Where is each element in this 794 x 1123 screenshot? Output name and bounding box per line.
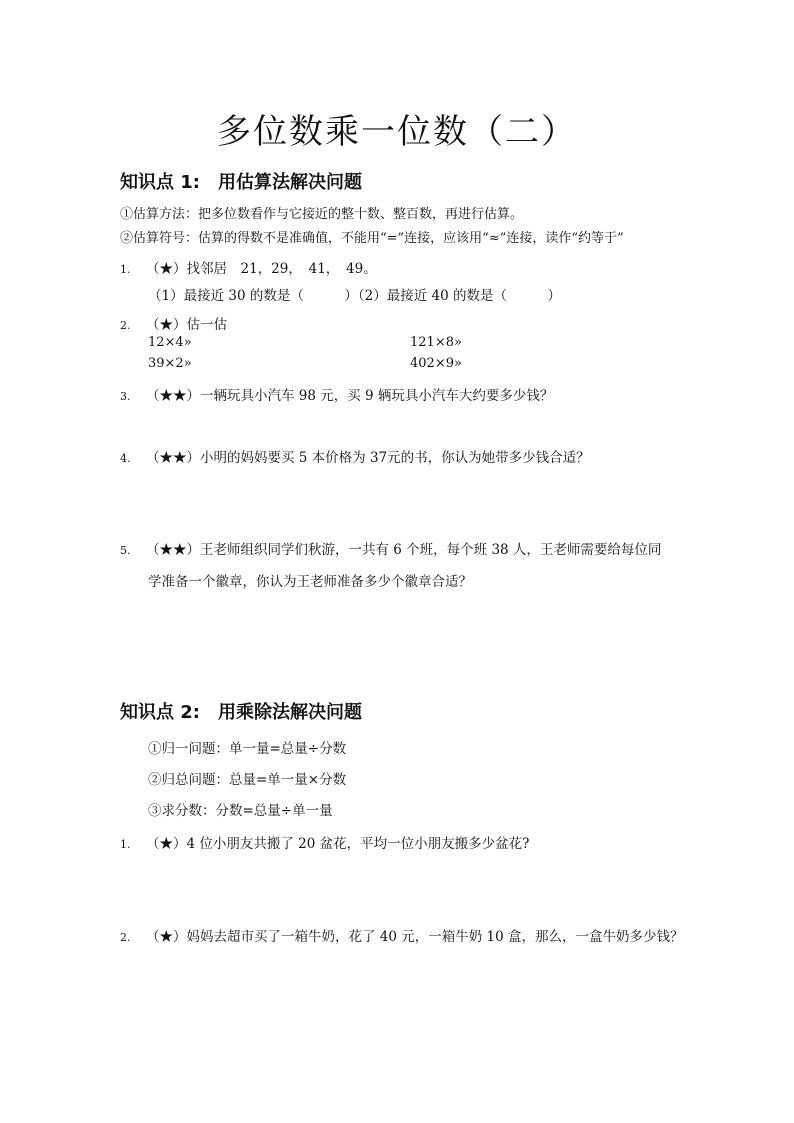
estimate-item-4: 402×9» bbox=[410, 356, 462, 371]
section2-note-2: ②归总问题：总量=单一量×分数 bbox=[148, 772, 347, 788]
estimate-item-3: 39×2» bbox=[148, 356, 192, 371]
s1-question-3 bbox=[120, 384, 553, 404]
section2-note-1: ①归一问题：单一量=总量÷分数 bbox=[148, 741, 347, 757]
s2-question-1 bbox=[120, 832, 529, 852]
question-number: 3. bbox=[120, 390, 131, 403]
question-text: （★）找邻居 21，29， 41， 49。 bbox=[146, 261, 377, 277]
estimate-item-2: 121×8» bbox=[410, 335, 462, 350]
s1-question-1-sub: （1）最接近 30 的数是（ ）（2）最接近 40 的数是（ ） bbox=[148, 288, 561, 304]
question-text: （★）估一估 bbox=[146, 317, 227, 333]
s1-question-1 bbox=[120, 257, 377, 277]
page-title: 多位数乘一位数（二） bbox=[217, 112, 577, 152]
s1-question-2 bbox=[120, 313, 227, 333]
estimate-item-1: 12×4» bbox=[148, 335, 192, 350]
section2-note-3: ③求分数：分数=总量÷单一量 bbox=[148, 803, 333, 819]
question-text: （★★）小明的妈妈要买 5 本价格为 37元的书，你认为她带多少钱合适？ bbox=[146, 450, 590, 466]
section1-heading: 知识点 1: 用估算法解决问题 bbox=[120, 172, 362, 193]
question-number: 1. bbox=[120, 838, 131, 851]
question-number: 1. bbox=[120, 263, 131, 276]
section2-heading: 知识点 2: 用乘除法解决问题 bbox=[120, 702, 362, 723]
s1-question-5-line2: 学准备一个徽章，你认为王老师准备多少个徽章合适？ bbox=[148, 574, 472, 590]
s2-question-2 bbox=[120, 925, 684, 945]
question-number: 2. bbox=[120, 931, 131, 944]
s1-question-4 bbox=[120, 446, 590, 466]
section1-note-2: ②估算符号：估算的得数不是准确值，不能用“=”连接，应该用“≈”连接，读作“约等于” bbox=[120, 231, 624, 246]
question-number: 5. bbox=[120, 544, 131, 557]
s1-question-5 bbox=[120, 538, 661, 558]
question-number: 4. bbox=[120, 452, 131, 465]
question-text: （★）妈妈去超市买了一箱牛奶，花了 40 元，一箱牛奶 10 盒，那么，一盒牛奶多少钱？ bbox=[146, 929, 684, 945]
question-text: （★★）一辆玩具小汽车 98 元，买 9 辆玩具小汽车大约要多少钱？ bbox=[146, 388, 554, 404]
section1-note-1: ①估算方法：把多位数看作与它接近的整十数、整百数，再进行估算。 bbox=[120, 207, 524, 222]
question-number: 2. bbox=[120, 319, 131, 332]
question-text: （★）4 位小朋友共搬了 20 盆花，平均一位小朋友搬多少盆花? bbox=[146, 836, 530, 852]
question-text: （★★）王老师组织同学们秋游，一共有 6 个班，每个班 38 人，王老师需要给每位同 bbox=[146, 542, 662, 558]
